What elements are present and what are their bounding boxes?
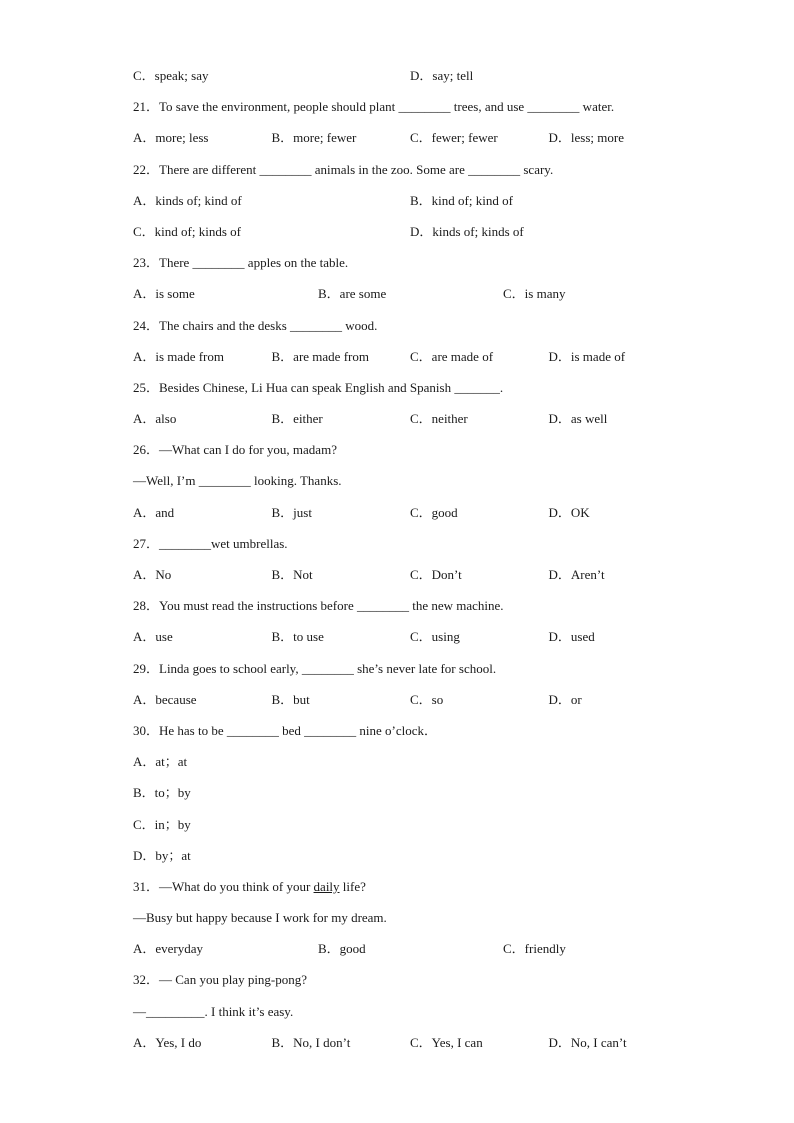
question-22-options-row-2 — [133, 216, 733, 247]
option-d: D．say; tell — [410, 68, 474, 83]
option-a: A．is made from — [133, 348, 224, 364]
option-c: C．speak; say — [133, 68, 209, 83]
question-28-options — [133, 621, 733, 652]
option-c: C．neither — [410, 411, 468, 427]
option-c: C．Yes, I can — [410, 1034, 483, 1050]
option-d: D．OK — [548, 504, 590, 520]
question-28-stem: 28．You must read the instructions before ________ the new machine. — [133, 598, 504, 614]
question-26-stem: 26．—What can I do for you, madam? — [133, 442, 337, 458]
option-b: B．just — [271, 504, 312, 520]
option-c: C．good — [410, 504, 458, 520]
option-b: B．to use — [271, 629, 324, 645]
question-26-options — [133, 497, 733, 528]
option-c: C．using — [410, 629, 460, 645]
question-23-options — [133, 278, 733, 309]
question-31-stem-after: life? — [339, 878, 366, 894]
option-d: D．kinds of; kinds of — [410, 223, 524, 239]
option-a: A．at；at — [133, 754, 188, 770]
question-31-underlined-word: daily — [313, 878, 340, 894]
question-31-stem — [133, 871, 733, 902]
question-31-reply: —Busy but happy because I work for my dream. — [133, 910, 387, 926]
question-32-reply: —_________. I think it’s easy. — [133, 1003, 294, 1019]
question-30-stem: 30．He has to be ________ bed ________ nine o’clock． — [133, 722, 438, 738]
question-25-stem: 25．Besides Chinese, Li Hua can speak English and Spanish _______. — [133, 379, 504, 395]
question-24-options — [133, 341, 733, 372]
option-c: C．friendly — [503, 941, 566, 957]
question-32-options — [133, 1027, 733, 1058]
option-c: C．are made of — [410, 348, 494, 364]
option-b: B．kind of; kind of — [410, 192, 513, 208]
option-c: C．kind of; kinds of — [133, 223, 241, 239]
option-a: A．kinds of; kind of — [133, 192, 242, 208]
option-a: A．also — [133, 411, 177, 427]
option-a: A．No — [133, 567, 172, 582]
question-26-reply: —Well, I’m ________ looking. Thanks. — [133, 473, 342, 489]
option-a: A．is some — [133, 286, 195, 302]
option-c: C．in；by — [133, 816, 191, 832]
option-d: D．or — [548, 691, 582, 707]
option-c: C．is many — [503, 286, 566, 302]
question-32-stem: 32．— Can you play ping-pong? — [133, 972, 308, 988]
question-27-stem: 27．________wet umbrellas. — [133, 535, 288, 551]
question-29-options — [133, 684, 733, 715]
option-b: B．are some — [318, 286, 387, 302]
question-21-options — [133, 122, 733, 153]
question-24-stem: 24．The chairs and the desks ________ wood. — [133, 317, 378, 333]
option-b: B．are made from — [271, 348, 369, 364]
option-d: D．used — [548, 629, 595, 645]
q20-options-row — [133, 60, 733, 91]
option-d: D．less; more — [548, 130, 624, 146]
option-b: B．more; fewer — [271, 130, 357, 146]
option-a: A．more; less — [133, 130, 209, 146]
option-b: B．either — [271, 411, 323, 427]
option-b: B．Not — [271, 567, 313, 582]
option-d: D．is made of — [548, 348, 626, 364]
question-25-options — [133, 403, 733, 434]
option-a: A．everyday — [133, 941, 204, 957]
option-a: A．Yes, I do — [133, 1034, 202, 1050]
option-b: B．but — [271, 691, 310, 707]
question-22-stem: 22．There are different ________ animals in the zoo. Some are ________ scary. — [133, 161, 554, 177]
option-c: C．Don’t — [410, 567, 462, 582]
option-a: A．use — [133, 629, 173, 645]
question-22-options-row-1 — [133, 185, 733, 216]
option-d: D．as well — [548, 411, 608, 427]
option-c: C．fewer; fewer — [410, 130, 498, 146]
option-b: B．to；by — [133, 785, 191, 801]
question-31-options — [133, 933, 733, 964]
question-29-stem: 29．Linda goes to school early, ________ she’s never late for school. — [133, 660, 497, 676]
option-d: D．by；at — [133, 847, 191, 863]
question-23-stem: 23．There ________ apples on the table. — [133, 255, 349, 271]
question-31-stem-before: 31．—What do you think of your — [133, 878, 314, 894]
exam-page — [133, 60, 733, 1058]
option-d: D．No, I can’t — [548, 1034, 627, 1050]
option-d: D．Aren’t — [548, 567, 605, 582]
option-b: B．good — [318, 941, 366, 957]
option-b: B．No, I don’t — [271, 1034, 351, 1050]
option-c: C．so — [410, 691, 444, 707]
question-27-options — [133, 559, 733, 590]
question-21-stem: 21．To save the environment, people should plant ________ trees, and use ________ water. — [133, 99, 615, 115]
option-a: A．and — [133, 504, 175, 520]
option-a: A．because — [133, 691, 197, 707]
